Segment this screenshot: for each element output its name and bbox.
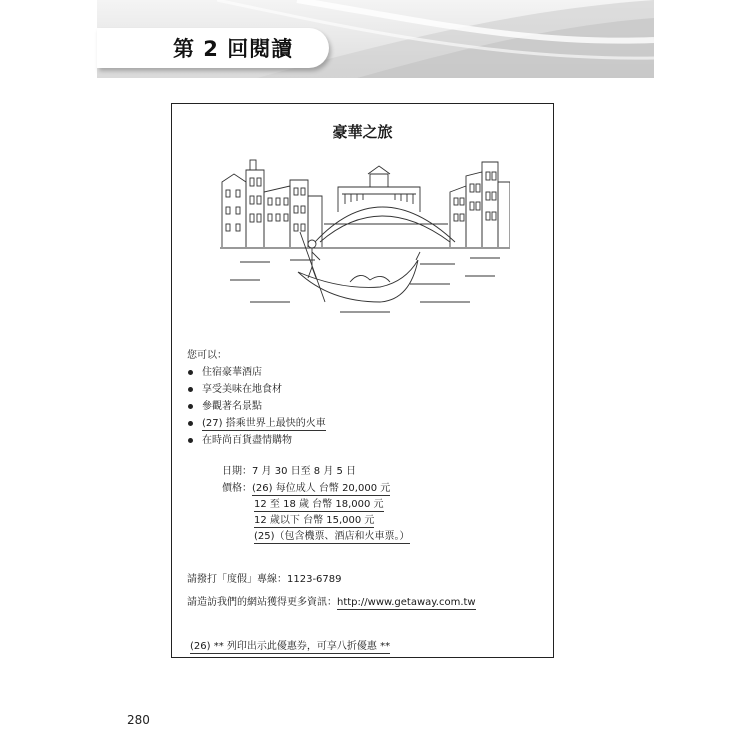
list-item: 參觀著名景點 xyxy=(187,398,326,415)
list-item: 在時尚百貨盡情購物 xyxy=(187,432,326,449)
bullet-icon xyxy=(188,387,193,392)
chapter-tab xyxy=(97,28,329,68)
trip-details xyxy=(222,464,410,545)
intro-text: 您可以： xyxy=(187,350,227,361)
bullet-icon xyxy=(188,438,193,443)
price-line-adult: (26) 每位成人 台幣 20,000 元 xyxy=(252,483,391,494)
underlined-question-27: (27) 搭乘世界上最快的火車 xyxy=(202,418,326,429)
website-line xyxy=(187,593,476,608)
price-row xyxy=(222,513,410,529)
bullet-icon xyxy=(188,404,193,409)
activities-list xyxy=(187,364,326,449)
hotline-text: 請撥打「度假」專線：1123-6789 xyxy=(187,574,342,585)
price-includes-note: (25)（包含機票、酒店和火車票。） xyxy=(254,531,410,542)
bullet-icon xyxy=(188,370,193,375)
chapter-title: 第 2 回閱讀 xyxy=(173,37,294,61)
price-label: 價格： xyxy=(222,483,252,494)
travel-flyer xyxy=(171,103,554,658)
price-line-child: 12 歲以下 台幣 15,000 元 xyxy=(254,515,375,526)
venice-canal-illustration xyxy=(220,152,510,327)
website-text: 請造訪我們的網站獲得更多資訊： xyxy=(187,597,337,608)
price-row xyxy=(222,497,410,513)
bullet-icon xyxy=(188,421,193,426)
price-row xyxy=(222,529,410,545)
list-item: 住宿豪華酒店 xyxy=(187,364,326,381)
list-item xyxy=(187,415,326,432)
website-link[interactable]: http://www.getaway.com.tw xyxy=(337,597,476,608)
coupon-text: (26) ** 列印出示此優惠券，可享八折優惠 ** xyxy=(190,637,390,654)
list-item: 享受美味在地食材 xyxy=(187,381,326,398)
price-line-teen: 12 至 18 歲 台幣 18,000 元 xyxy=(254,499,384,510)
price-row xyxy=(222,481,410,497)
flyer-title: 豪華之旅 xyxy=(332,123,393,141)
date-line: 日期：7 月 30 日至 8 月 5 日 xyxy=(222,466,357,477)
page-number: 280 xyxy=(127,713,150,727)
